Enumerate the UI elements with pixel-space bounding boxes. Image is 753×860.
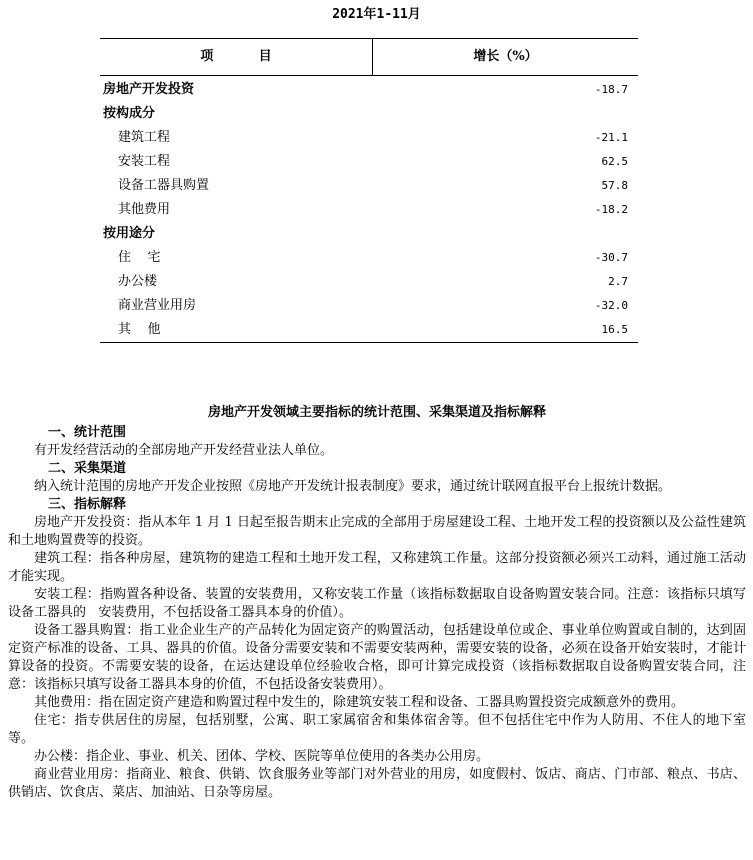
table-row xyxy=(100,150,638,174)
header-item: 项 目 xyxy=(100,39,373,75)
table-row xyxy=(100,270,638,294)
row-value: -18.7 xyxy=(594,83,628,96)
table-row xyxy=(100,246,638,270)
definition-list xyxy=(8,514,746,802)
table-row xyxy=(100,198,638,222)
section-heading-scope: 一、统计范围 xyxy=(48,425,127,440)
row-value xyxy=(372,222,638,246)
row-value: 57.8 xyxy=(601,179,628,192)
table-row xyxy=(100,102,638,126)
row-label: 按用途分 xyxy=(103,226,156,241)
table-header xyxy=(100,39,638,76)
explanation-title: 房地产开发领域主要指标的统计范围、采集渠道及指标解释 xyxy=(207,405,546,420)
table-row xyxy=(100,126,638,150)
header-growth: 增长（%） xyxy=(473,49,538,64)
definition-paragraph: 房地产开发投资：指从本年 1 月 1 日起至报告期末止完成的全部用于房屋建设工程、土地开发工程的投资额以及公益性建筑和土地购置费等的投资。 xyxy=(8,515,746,548)
row-label: 办公楼 xyxy=(118,274,158,289)
table-row xyxy=(100,78,638,102)
definition-paragraph: 设备工器具购置：指工业企业生产的产品转化为固定资产的购置活动，包括建设单位或企、事业单位购置或自制的，达到固定资产标准的设备、工具、器具的价值。设备分需要安装和不需要安装两种，需要安装的设备，必须在设备开始安装时，才能计算设备的投资。不需要安装的设备，在运达建设单位经验收合格，即可计算完成投资（该指标数据取自设备购置安装合同，注意：该指标只填写设备工器具本身的价值，不包括设备安装费用）。 xyxy=(8,623,746,692)
table-caption: 2021年1-11月 xyxy=(332,7,421,22)
row-label: 其他费用 xyxy=(118,202,171,217)
row-value: -21.1 xyxy=(594,131,628,144)
table-body xyxy=(100,78,638,342)
row-value: 16.5 xyxy=(601,323,628,336)
definition-paragraph: 商业营业用房：指商业、粮食、供销、饮食服务业等部门对外营业的用房，如度假村、饭店、商店、门市部、粮点、书店、供销店、饮食店、菜店、加油站、日杂等房屋。 xyxy=(8,767,746,800)
row-label: 安装工程 xyxy=(118,154,171,169)
table-row xyxy=(100,294,638,318)
definition-paragraph: 其他费用：指在固定资产建造和购置过程中发生的，除建筑安装工程和设备、工器具购置投资完成额意外的费用。 xyxy=(34,695,685,710)
row-value: 2.7 xyxy=(608,275,628,288)
definition-paragraph: 建筑工程：指各种房屋，建筑物的建造工程和土地开发工程，又称建筑工作量。这部分投资额必须兴工动料，通过施工活动才能实现。 xyxy=(8,551,746,584)
row-label: 住 宅 xyxy=(118,250,161,265)
row-label: 设备工器具购置 xyxy=(118,178,210,193)
row-value xyxy=(372,102,638,126)
row-value: -32.0 xyxy=(594,299,628,312)
row-value: -18.2 xyxy=(594,203,628,216)
row-label: 按构成分 xyxy=(103,106,156,121)
section-text-channel: 纳入统计范围的房地产开发企业按照《房地产开发统计报表制度》要求，通过统计联网直报平台上报统计数据。 xyxy=(34,479,672,494)
definition-paragraph: 住宅：指专供居住的房屋，包括别墅，公寓、职工家属宿舍和集体宿舍等。但不包括住宅中作为人防用、不住人的地下室等。 xyxy=(8,713,746,746)
definition-paragraph: 安装工程：指购置各种设备、装置的安装费用，又称安装工作量（该指标数据取自设备购置安装合同。注意：该指标只填写设备工器具的 安装费用，不包括设备工器具本身的价值）。 xyxy=(8,587,746,620)
table-row xyxy=(100,174,638,198)
row-label: 其 他 xyxy=(118,322,161,337)
section-heading-channel: 二、采集渠道 xyxy=(48,461,127,476)
table-row xyxy=(100,222,638,246)
row-label: 建筑工程 xyxy=(118,130,171,145)
row-value: 62.5 xyxy=(601,155,628,168)
table-row xyxy=(100,318,638,342)
row-label: 商业营业用房 xyxy=(118,298,197,313)
growth-table xyxy=(100,38,638,343)
row-label: 房地产开发投资 xyxy=(103,82,195,97)
definition-paragraph: 办公楼：指企业、事业、机关、团体、学校、医院等单位使用的各类办公用房。 xyxy=(34,749,490,764)
section-heading-definitions: 三、指标解释 xyxy=(48,497,127,512)
indicator-explanation xyxy=(8,404,746,802)
row-value: -30.7 xyxy=(594,251,628,264)
section-text-scope: 有开发经营活动的全部房地产开发经营业法人单位。 xyxy=(34,443,334,458)
